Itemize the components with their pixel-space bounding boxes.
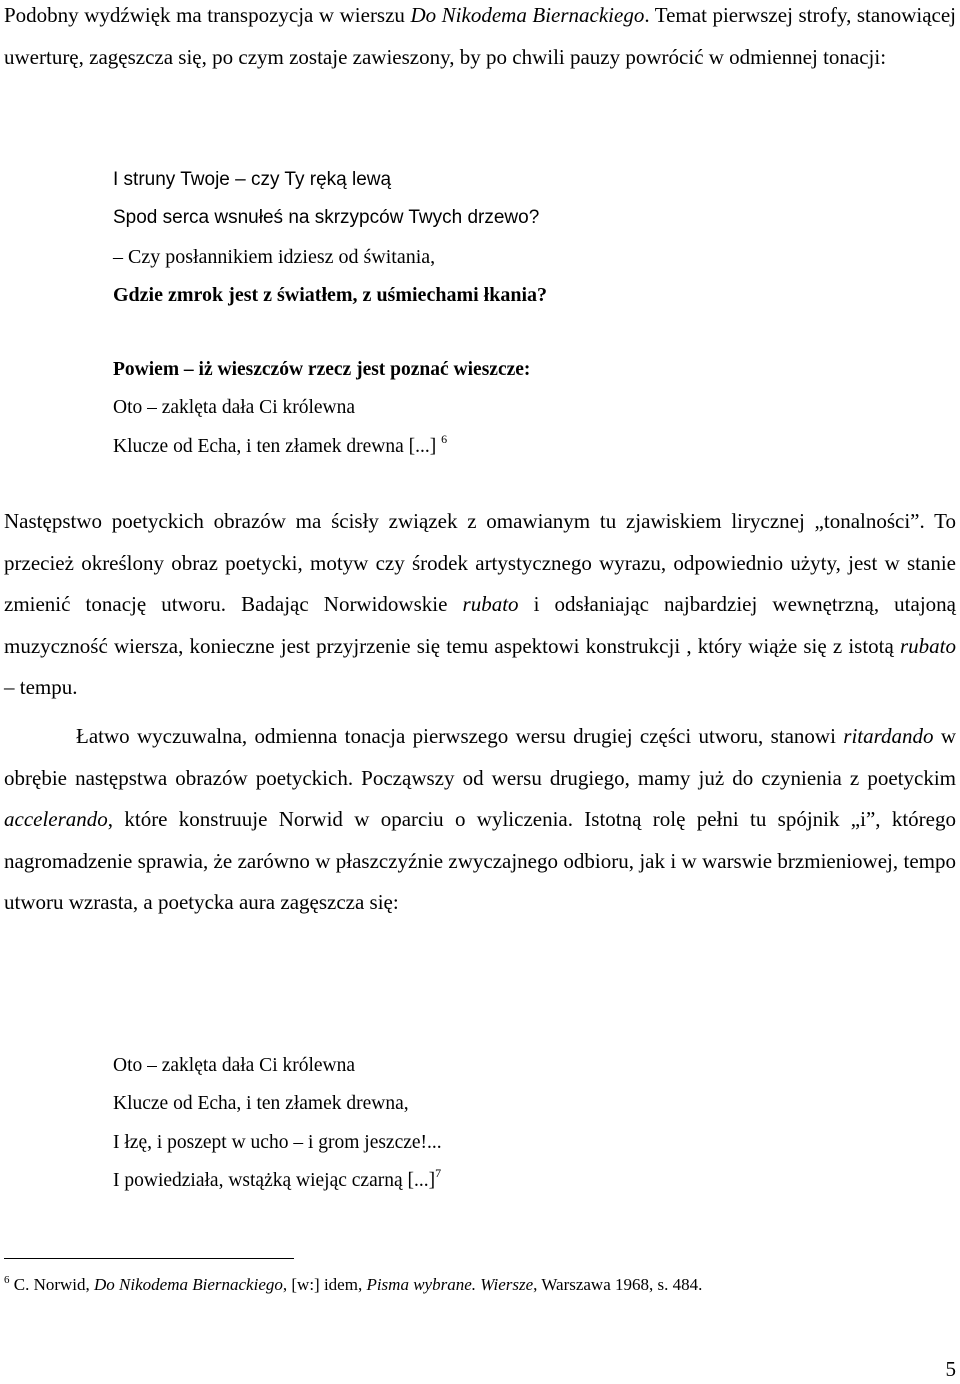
verse-line: Oto – zaklęta dała Ci królewna — [113, 1055, 356, 1076]
verse-line: I struny Twoje – czy Ty ręką lewą — [113, 169, 392, 190]
verse-line: Spod serca wsnułeś na skrzypców Twych drzewo? — [113, 207, 540, 229]
footnote-author: C. Norwid, — [13, 1275, 95, 1294]
verse-line: I łzę, i poszept w ucho – i grom jeszcze!... — [113, 1131, 442, 1153]
paragraph-text: Następstwo poetyckich obrazów ma ścisły związek z omawianym tu zjawiskiem lirycznej „tonalności”. To przecież określony obraz poetycki, motyw czy środek artystycznego wyrazu, odpowiednio użyty, jest w stanie zmienić tonację utworu. Badając Norwidowskie — [4, 509, 956, 616]
verse-line: – Czy posłannikiem idziesz od świtania, — [113, 245, 436, 268]
footnote-collection: Pisma wybrane. Wiersze — [366, 1275, 534, 1294]
poem-title: Do Nikodema Biernackiego — [410, 3, 645, 27]
verse-line: Powiem – iż wieszczów rzecz jest poznać wieszcze: — [113, 359, 531, 380]
verse-text: Klucze od Echa, i ten złamek drewna [...] — [113, 435, 437, 457]
verse-line: Gdzie zmrok jest z światłem, z uśmiechami łkania? — [113, 284, 548, 307]
paragraph-text: i odsłaniając najbardziej wewnętrzną, utajoną muzyczność wiersza, konieczne jest przyjrzenie się temu aspektowi konstrukcji , który wiąże się z istotą — [4, 592, 956, 658]
paragraph-intro — [4, 0, 956, 78]
footnote-title: Do Nikodema Biernackiego — [94, 1275, 283, 1294]
paragraph-text: Łatwo wyczuwalna, odmienna tonacja pierwszego wersu drugiej części utworu, stanowi — [76, 724, 844, 748]
verse-line — [113, 428, 530, 466]
footnote-separator — [4, 1258, 294, 1259]
paragraph-text: – tempu. — [4, 675, 78, 699]
music-term: rubato — [462, 592, 519, 616]
music-term: ritardando — [843, 724, 934, 748]
verse-text: I powiedziała, wstążką wiejąc czarną [...] — [113, 1170, 436, 1192]
footnote-text: , Warszawa 1968, s. 484. — [533, 1275, 703, 1294]
poem-quote-2 — [113, 351, 530, 466]
paragraph-text: w obrębie następstwa obrazów poetyckich. Począwszy od wersu drugiego, mamy już do czynienia z poetyckim — [4, 724, 956, 790]
paragraph-tonality — [4, 501, 956, 709]
poem-quote-3 — [113, 1047, 442, 1201]
footnote-number: 6 — [4, 1274, 10, 1286]
paragraph-text: Podobny wydźwięk ma transpozycja w wierszu — [4, 3, 411, 27]
paragraph-text: , które konstruuje Norwid w oparciu o wyliczenia. Istotną rolę pełni tu spójnik „i”, którego nagromadzenie sprawia, że zarówno w płaszczyźnie zwyczajnego odbioru, jak i w warswie brzmieniowej, tempo utworu wzrasta, a poetycka aura zagęszcza się: — [4, 807, 956, 914]
verse-line: Oto – zaklęta dała Ci królewna — [113, 397, 356, 419]
footnote-text: , [w:] idem, — [282, 1275, 367, 1294]
footnote-reference[interactable]: 7 — [435, 1166, 442, 1181]
verse-line: Klucze od Echa, i ten złamek drewna, — [113, 1093, 409, 1115]
footnote — [4, 1272, 954, 1298]
poem-quote-1 — [113, 161, 547, 315]
paragraph-tempo — [4, 716, 956, 924]
page-number: 5 — [945, 1357, 956, 1381]
footnote-reference[interactable]: 6 — [441, 431, 448, 446]
paragraph-text: . Temat pierwszej strofy, stanowiącej uwerturę, zagęszcza się, po czym zostaje zawieszony, by po chwili pauzy powrócić w odmiennej tonacji: — [4, 3, 956, 69]
music-term: rubato — [899, 633, 956, 658]
music-term: accelerando — [4, 807, 108, 831]
verse-line — [113, 1162, 442, 1200]
